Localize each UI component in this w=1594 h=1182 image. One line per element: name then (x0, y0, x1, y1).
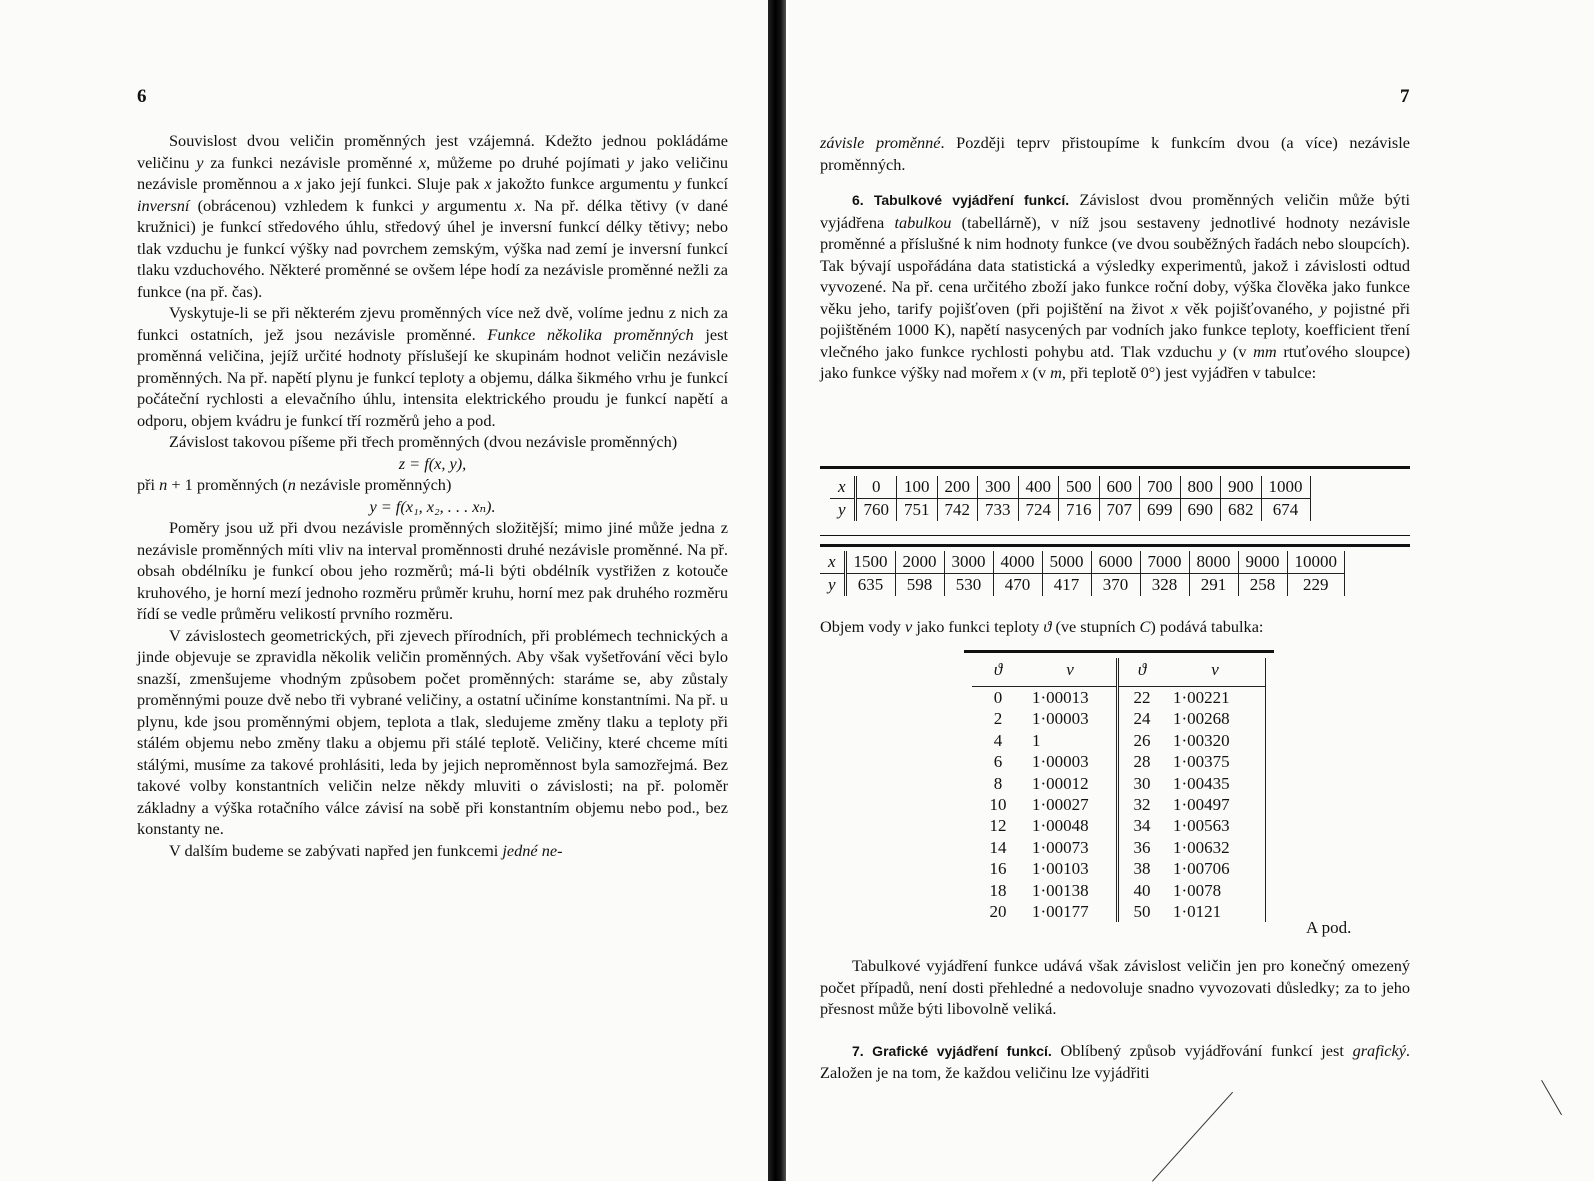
table-cell: 707 (1099, 499, 1140, 522)
table-cell: 14 (989, 837, 1007, 857)
table-cell: 200 (937, 476, 978, 499)
section-7-paragraph: 7. Grafické vyjádření funkcí. Oblíbený způsob vyjádřování funkcí jest grafický. Založen je na tom, že každou veličinu lze vyjádřiti (820, 1040, 1410, 1082)
table-row (820, 551, 1345, 574)
y-label: y (820, 574, 845, 597)
right-page-text-bottom (820, 955, 1410, 1084)
table-cell: 500 (1059, 476, 1100, 499)
table-cell: 690 (1180, 499, 1221, 522)
section-heading: 6. Tabulkové vyjádření funkcí. (852, 192, 1070, 208)
table-cell: 8000 (1189, 551, 1238, 574)
table-row (972, 794, 1266, 815)
table-cell: 400 (1018, 476, 1059, 499)
table-cell: 34 (1118, 815, 1166, 836)
table-cell: 32 (1118, 794, 1166, 815)
table-row (972, 708, 1266, 729)
pressure-table-2 (820, 551, 1345, 596)
table-cell: 0 (855, 476, 897, 499)
table-cell: 1·00177 (1032, 902, 1089, 922)
table-cell: 370 (1091, 574, 1140, 597)
table-cell: 417 (1042, 574, 1091, 597)
pressure-table (830, 476, 1311, 521)
table-cell: 760 (855, 499, 897, 522)
table-cell: 2000 (895, 551, 944, 574)
column-header: ϑ (1118, 658, 1166, 687)
table-cell: 699 (1140, 499, 1181, 522)
table-cell: 1·00003 (1032, 752, 1089, 772)
table-cell: 1·00435 (1165, 773, 1266, 794)
water-volume-table (972, 658, 1266, 922)
table-cell: 300 (978, 476, 1019, 499)
table-header-row (972, 658, 1266, 687)
y-label: y (830, 499, 855, 522)
table-rule (964, 650, 1274, 653)
table-cell: 328 (1140, 574, 1189, 597)
table-cell: 6 (993, 752, 1003, 772)
table-cell: 1·00138 (1032, 880, 1089, 900)
paragraph: Vyskytuje-li se při některém zjevu proměnných více než dvě, volíme jednu z nich za funkci ostatních, jež jsou nezávisle proměnné. Funkce několika proměnných jest proměnná veličina, jejíž určité hodnoty příslušejí ke skupinám hodnot veličin nezávisle proměnných. Na př. napětí plynu je funkcí teploty a objemu, dálka šikmého vrhu je funkcí počáteční rychlosti a elevačního úhlu, intensita elektrického proudu je funkcí napětí a odporu, objem kvádru je funkcí tří rozměrů jeho a pod. (137, 303, 728, 430)
table-cell: 20 (989, 902, 1007, 922)
page-number: 6 (137, 86, 147, 107)
table-cell: 3000 (944, 551, 993, 574)
table-cell: 724 (1018, 499, 1059, 522)
table-cell: 751 (897, 499, 938, 522)
table-cell: 598 (895, 574, 944, 597)
table-cell: 1·00268 (1165, 708, 1266, 729)
table-rule (820, 544, 1410, 547)
table-cell: 30 (1118, 773, 1166, 794)
table-cell: 1 (1032, 730, 1041, 750)
table-cell: 7000 (1140, 551, 1189, 574)
paragraph: Souvislost dvou veličin proměnných jest vzájemná. Kdežto jednou pokládáme veličinu y za funkci nezávisle proměnné x, můžeme po druhé pojímati y jako veličinu nezávisle proměnnou a x jako její funkci. Sluje pak x jakožto funkce argumentu y funkcí inversní (obrácenou) vzhledem k funkci y argumentu x. Na př. délka tětivy (v dané kružnici) je funkcí středového úhlu, středový úhel je inversní funkcí délky tětivy; nebo tlak vzduchu je funkcí výšky nad povrchem zemským, výška nad zemí je inversní funkcí tlaku vzduchového. Některé proměnné se ovšem lépe hodí za nezávisle proměnné nežli za funkce (na př. čas). (137, 131, 729, 301)
table-row (830, 499, 1310, 522)
table-cell: 900 (1221, 476, 1262, 499)
table-rule (820, 535, 1410, 536)
table-cell: 1·00013 (1032, 688, 1089, 707)
table-cell: 291 (1189, 574, 1238, 597)
table-cell: 733 (978, 499, 1019, 522)
right-page-text-top (820, 132, 1410, 384)
table-cell: 1·00706 (1165, 858, 1266, 879)
paragraph: Tabulkové vyjádření funkce udává však závislost veličin jen pro konečný omezený počet případů, není dosti přehledné a nedovoluje snadno vyvozovati důsledky; za to jeho přesnost může býti libovolně veliká. (820, 956, 1410, 1018)
table-cell: 700 (1140, 476, 1181, 499)
paragraph: při n + 1 proměnných (n nezávisle proměnných) (137, 475, 452, 494)
table-cell: 258 (1238, 574, 1287, 597)
paragraph: Závislost takovou píšeme při třech proměnných (dvou nezávisle proměnných) (169, 432, 678, 451)
formula: z = f(x, y), (398, 453, 467, 473)
paragraph: V dalším budeme se zabývati napřed jen funkcemi jedné ne- (169, 840, 563, 860)
table-cell: 50 (1118, 901, 1166, 922)
paragraph: Objem vody v jako funkci teploty ϑ (ve stupních C) podává tabulka: (820, 617, 1264, 636)
table-row (830, 476, 1310, 499)
table-cell: 4000 (993, 551, 1042, 574)
table-footnote: A pod. (1306, 918, 1352, 937)
table-row (972, 858, 1266, 879)
table-cell: 1·00320 (1165, 730, 1266, 751)
table-cell: 635 (845, 574, 895, 597)
table-row (972, 901, 1266, 922)
table-cell: 2 (993, 709, 1003, 729)
table-cell: 12 (989, 816, 1007, 836)
table-cell: 682 (1221, 499, 1262, 522)
table-cell: 800 (1180, 476, 1221, 499)
table-cell: 1500 (845, 551, 895, 574)
table-cell: 10 (989, 795, 1007, 815)
table-cell: 40 (1118, 880, 1166, 901)
table-cell: 1·00375 (1165, 751, 1266, 772)
table-cell: 5000 (1042, 551, 1091, 574)
table-cell: 1·0121 (1165, 901, 1266, 922)
table-row (972, 751, 1266, 772)
table-cell: 1·0078 (1165, 880, 1266, 901)
paragraph: závisle proměnné. Později teprv přistoupíme k funkcím dvou (a více) nezávisle proměnných. (820, 133, 1410, 174)
table-cell: 674 (1261, 499, 1310, 522)
table-cell: 22 (1118, 687, 1166, 709)
x-label: x (830, 476, 855, 499)
x-label: x (820, 551, 845, 574)
table-cell: 18 (989, 880, 1007, 900)
column-header: ϑ (972, 658, 1024, 687)
paragraph: V závislostech geometrických, při zjevech přírodních, při problémech technických a jinde objevuje se zpravidla několik veličin proměnných. Aby však vyšetřování věci bylo snazší, zmenšujeme vhodným způsobem počet proměnných: staráme se, aby zůstaly proměnnými pouze dvě nebo tři vybrané veličiny, a ostatní učiníme konstantními. Na př. u plynu, kde jsou proměnnými objem, teplota a tlak, sledujeme změny tlaku a teploty při stálém objemu nebo změny tlaku a objemu při stálé teplotě. Veličiny, které chceme míti stálými, musíme za takové prohlásiti, leda by jejich neproměnnost byla samozřejmá. Bez takové volby konstantních veličin nelze někdy mluviti o závislosti; na př. poloměr základny a výška rotačního válce závisí na sobě při konstantním objemu nebo pod., bez konstanty ne. (137, 625, 728, 838)
paragraph: Poměry jsou už při dvou nezávisle proměnných složitější; mimo jiné může jedna z nezávisle proměnných míti vliv na interval proměnnosti druhé nezávisle proměnné. Na př. obsah obdélníku je funkcí obou jeho rozměrů; má-li býti obdélník vystřižen z kotouče kruhového, je horní mezí jednoho rozměru průměr kruhu, horní mez pak druhého rozměru řídí se vedle průměru velikostí prvního rozměru. (137, 518, 728, 623)
table-cell: 6000 (1091, 551, 1140, 574)
table-cell: 470 (993, 574, 1042, 597)
table-cell: 26 (1118, 730, 1166, 751)
table-row (972, 815, 1266, 836)
section-6-paragraph: 6. Tabulkové vyjádření funkcí. Závislost dvou proměnných veličin může býti vyjádřena tabulkou (tabellárně), v níž jsou sestaveny jednotlivé hodnoty nezávisle proměnné a příslušné k nim hodnoty funkce (ve dvou souběžných řadách nebo sloupcích). Tak bývají uspořádána data statistická a výsledky experimentů, jakož i závislosti odtud vyvozené. Na př. cena určitého zboží jako funkce roční doby, výška člověka jako funkce věku jeho, tarify pojišťoven (při pojištění na život x věk pojišťovaného, y pojistné při pojištěném 1000 K), napětí nasycených par vodních jako funkce teploty, koefficient tření vlečného jako funkce rychlosti pohybu atd. Tlak vzduchu y (v mm rtuťového sloupce) jako funkce výšky nad mořem x (v m, při teplotě 0°) jest vyjádřen v tabulce: (820, 190, 1410, 382)
table-cell: 36 (1118, 837, 1166, 858)
table-row (972, 880, 1266, 901)
left-page (0, 0, 770, 1181)
table-cell: 742 (937, 499, 978, 522)
table-cell: 0 (993, 688, 1003, 707)
table-cell: 1·00073 (1032, 837, 1089, 857)
table-cell: 530 (944, 574, 993, 597)
left-page-text (137, 130, 728, 861)
table-cell: 1000 (1261, 476, 1310, 499)
section-heading: 7. Grafické vyjádření funkcí. (852, 1042, 1052, 1059)
table-cell: 8 (993, 773, 1003, 793)
table-row (972, 837, 1266, 858)
table-row (972, 730, 1266, 751)
table-cell: 1·00497 (1165, 794, 1266, 815)
water-volume-intro (820, 616, 1410, 638)
table-cell: 1·00027 (1032, 795, 1089, 815)
table-cell: 1·00012 (1032, 773, 1089, 793)
table-cell: 716 (1059, 499, 1100, 522)
table-cell: 24 (1118, 708, 1166, 729)
table-cell: 16 (989, 859, 1007, 879)
table-cell: 1·00048 (1032, 816, 1089, 836)
table-row (820, 574, 1345, 597)
table-cell: 1·00563 (1165, 815, 1266, 836)
table-rule (820, 466, 1410, 469)
table-cell: 28 (1118, 751, 1166, 772)
column-header: v (1024, 658, 1118, 687)
table-cell: 1·00221 (1165, 687, 1266, 709)
book-gutter (768, 0, 786, 1181)
table-cell: 10000 (1287, 551, 1345, 574)
formula: y = f(x₁, x₂, . . . xₙ). (369, 496, 496, 516)
page-number: 7 (1400, 86, 1410, 107)
table-row (972, 687, 1266, 709)
table-cell: 1·00632 (1165, 837, 1266, 858)
table-cell: 4 (993, 730, 1003, 750)
pressure-table-1 (830, 476, 1311, 521)
table-cell: 600 (1099, 476, 1140, 499)
table-cell: 100 (897, 476, 938, 499)
table-row (972, 773, 1266, 794)
table-cell: 1·00003 (1032, 709, 1089, 729)
table-cell: 9000 (1238, 551, 1287, 574)
table-cell: 38 (1118, 858, 1166, 879)
pressure-table (820, 551, 1345, 596)
table-cell: 1·00103 (1032, 859, 1089, 879)
column-header: v (1165, 658, 1266, 687)
water-volume-table-grid (972, 658, 1266, 922)
table-cell: 229 (1287, 574, 1345, 597)
